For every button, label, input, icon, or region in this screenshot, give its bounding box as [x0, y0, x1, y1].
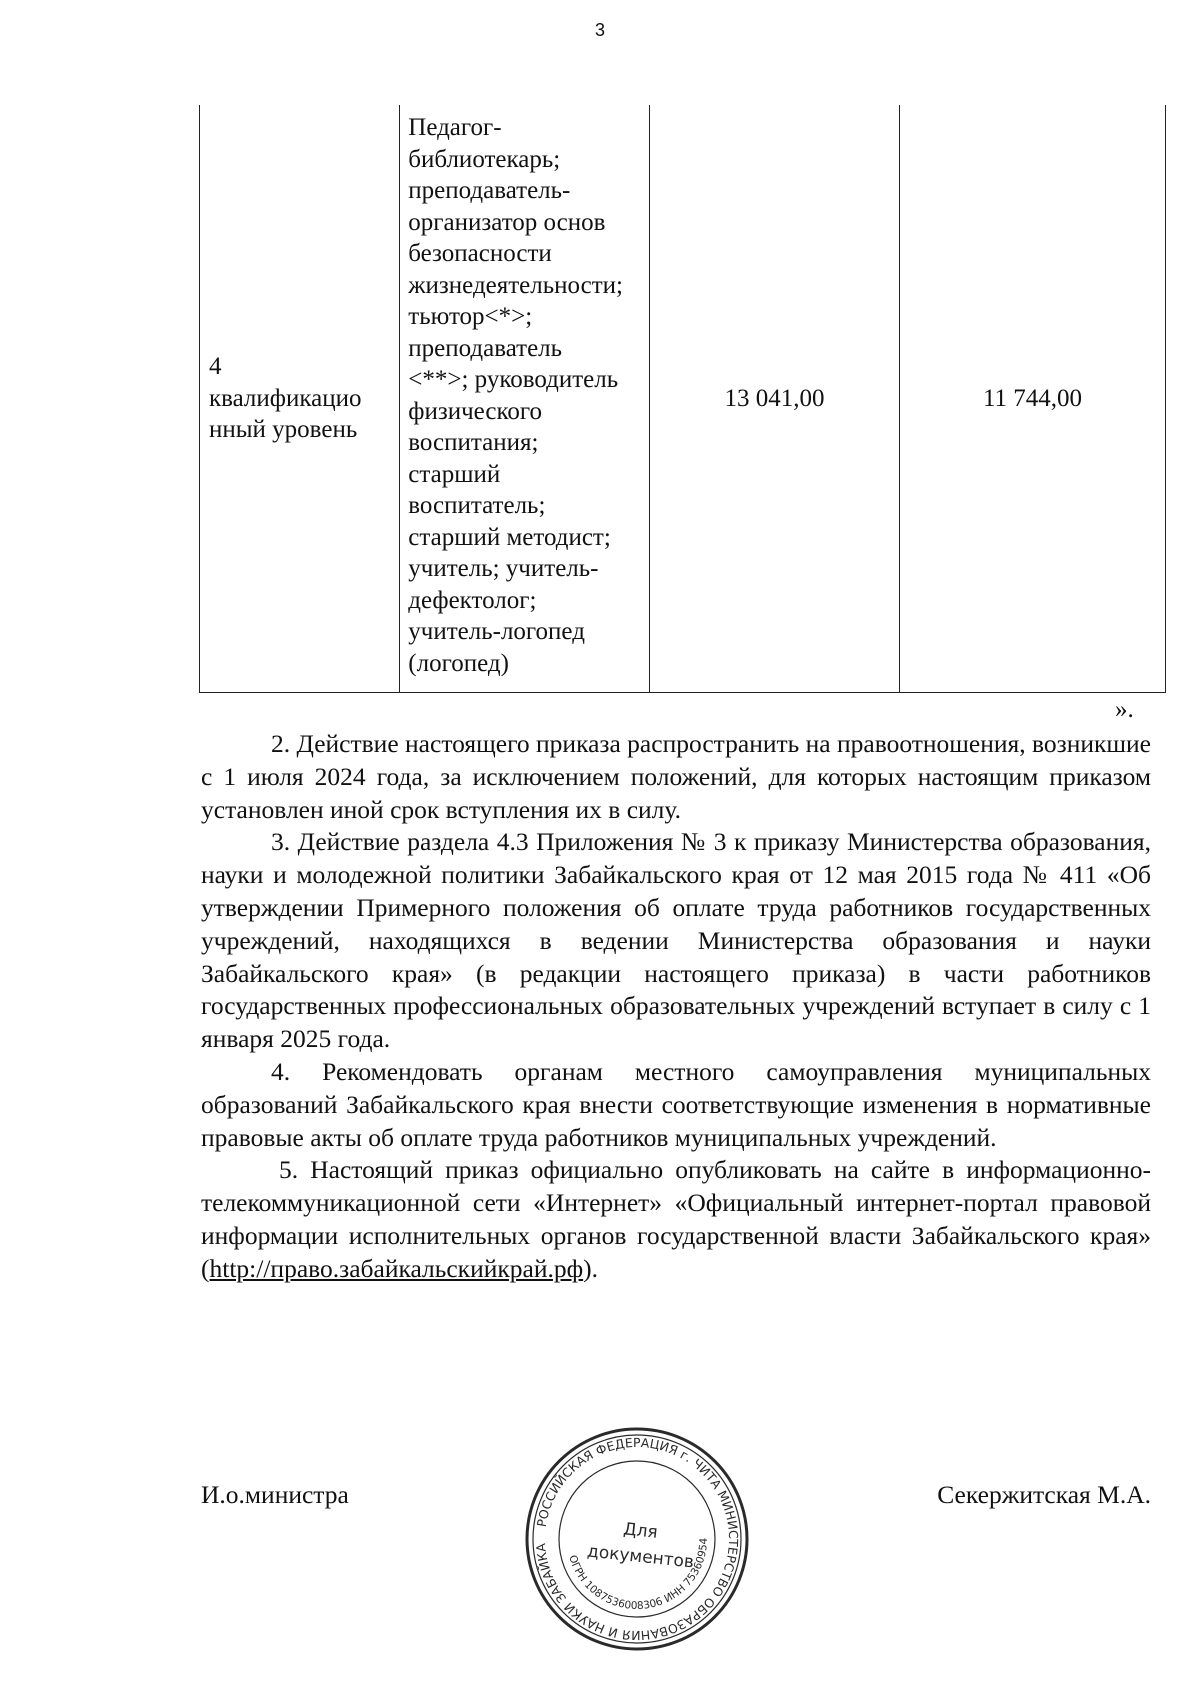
salary-table	[199, 105, 1166, 693]
level-line: квалификацио	[209, 384, 362, 412]
signer-title: И.о.министра	[201, 1480, 349, 1509]
position-line: жизнедеятельности;	[408, 271, 623, 299]
salary-cell-1: 13 041,00	[650, 105, 900, 693]
portal-link[interactable]: http://право.забайкальскийкрай.рф	[209, 1253, 584, 1283]
position-line: <**>; руководитель	[408, 366, 619, 393]
positions-cell	[400, 105, 650, 693]
official-seal	[522, 1424, 752, 1654]
paragraph-3: 3. Действие раздела 4.3 Приложения № 3 к приказу Министерства образования, науки и молодежной политики Забайкальского края от 12 мая 2015 года № 411 «Об утверждении Примерного положения об оплате труда работников государственных учреждений, находящихся в ведении Министерства образования и науки Забайкальского края» (в редакции настоящего приказа) в части работников государственных профессиональных образовательных учреждений вступает в силу с 1 января 2025 года.	[201, 827, 1151, 1054]
paragraph-5-end: ).	[583, 1253, 598, 1283]
position-line: учитель; учитель-	[408, 555, 599, 582]
paragraph-2: 2. Действие настоящего приказа распространить на правоотношения, возникшие с 1 июля 2024 года, за исключением положений, для которых настоящим приказом установлен иной срок вступления их в силу.	[201, 729, 1151, 824]
order-body	[201, 728, 1151, 1286]
closing-quote: ».	[1115, 696, 1134, 723]
position-line: (логопед)	[408, 649, 509, 677]
position-line: воспитатель;	[408, 492, 546, 519]
paragraph-4: 4. Рекомендовать органам местного самоуправления муниципальных образований Забайкальского края внести соответствующие изменения в нормативные правовые акты об оплате труда работников муниципальных учреждений.	[201, 1056, 1151, 1152]
position-line: преподаватель	[408, 334, 563, 362]
position-line: безопасности	[408, 240, 552, 267]
signer-name: Секержитская М.А.	[937, 1480, 1151, 1509]
seal-outer-text: РОССИЙСКАЯ ФЕДЕРАЦИЯ г. ЧИТА МИНИСТЕРСТВО ОБРАЗОВАНИЯ И НАУКИ ЗАБАЙКА	[533, 1434, 742, 1644]
seal-center-line-2: документов	[586, 1541, 695, 1573]
seal-ogrn-text: ОГРН 1087536008306 ИНН 75360954	[566, 1537, 711, 1613]
position-line: старший	[408, 460, 501, 488]
position-line: дефектолог;	[408, 586, 537, 614]
seal-icon	[522, 1424, 752, 1654]
table-row	[200, 105, 1166, 693]
level-line: нный уровень	[209, 416, 358, 444]
position-line: организатор основ	[408, 208, 606, 236]
position-line: воспитания;	[408, 429, 539, 456]
seal-center-line-1: Для	[622, 1519, 659, 1543]
position-line: тьютор<*>;	[408, 303, 533, 330]
paragraph-5	[201, 1154, 1151, 1285]
position-line: физического	[408, 397, 542, 425]
paragraph-5-text: 5. Настоящий приказ официально опубликовать на сайте в информационно-телекоммуникационной сети «Интернет» «Официальный интернет-портал правовой информации исполнительных органов государственной власти Забайкальского края» (	[201, 1155, 1151, 1283]
position-line: преподаватель-	[408, 177, 571, 204]
position-line: учитель-логопед	[408, 618, 585, 645]
page-number: 3	[594, 20, 605, 40]
position-line: библиотекарь;	[408, 145, 561, 173]
position-line: Педагог-	[408, 114, 502, 141]
level-line: 4	[209, 353, 222, 381]
qualification-level-cell	[200, 105, 400, 693]
salary-cell-2: 11 744,00	[899, 105, 1165, 693]
position-line: старший методист;	[408, 523, 611, 551]
